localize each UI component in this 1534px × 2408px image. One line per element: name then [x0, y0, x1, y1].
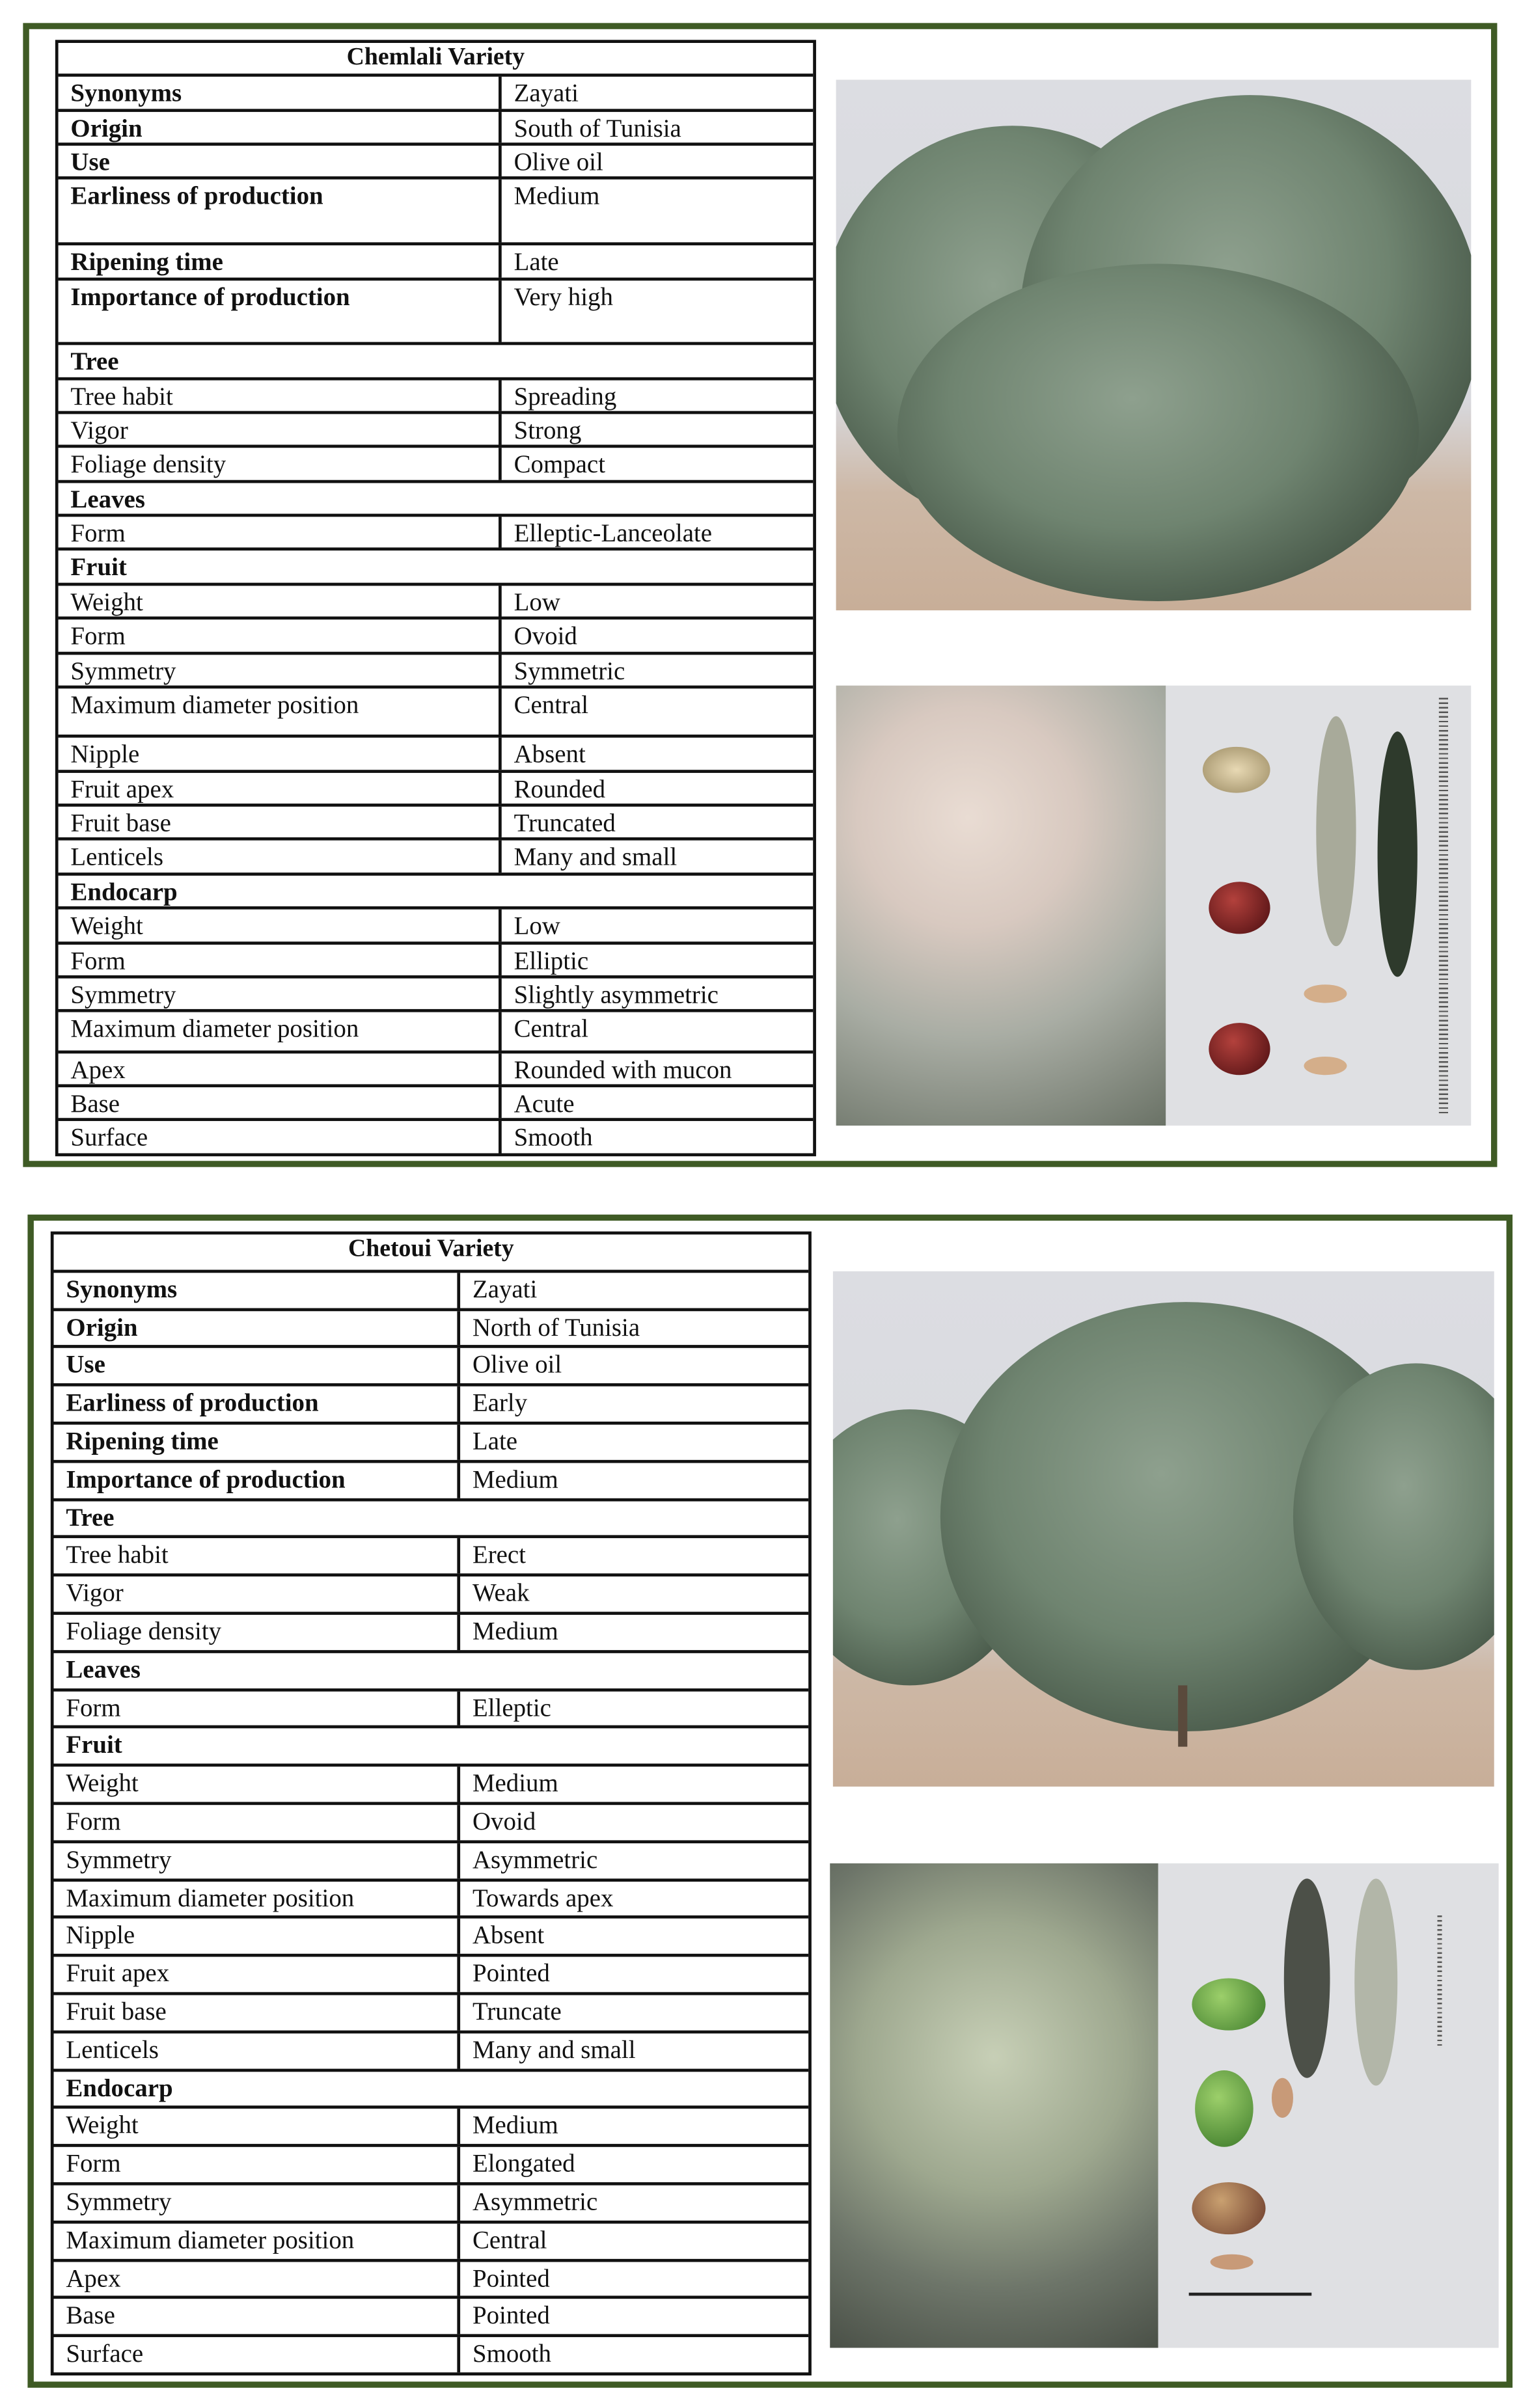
- row-value: Many and small: [472, 2035, 636, 2064]
- table-row: [53, 1387, 808, 1424]
- row-label: Form: [59, 517, 502, 548]
- table-row: [59, 841, 814, 876]
- row-label: Symmetry: [59, 979, 502, 1010]
- table-row: [53, 1843, 808, 1881]
- table-row: [53, 2109, 808, 2147]
- table-row: [53, 1919, 808, 1956]
- table-row: [53, 1425, 808, 1463]
- table-row: [59, 146, 814, 180]
- row-label: Maximum diameter position: [53, 1881, 460, 1916]
- row-label: Endocarp: [66, 2072, 173, 2102]
- row-value: Slightly asymmetric: [514, 979, 719, 1009]
- row-value: Compact: [514, 450, 606, 480]
- row-label: Weight: [53, 1767, 460, 1802]
- table-row: [59, 910, 814, 944]
- row-label: Symmetry: [59, 654, 502, 685]
- row-value: Late: [514, 247, 559, 277]
- row-label: Origin: [59, 111, 502, 142]
- row-value: Pointed: [472, 1958, 550, 1988]
- row-value: Towards apex: [472, 1882, 614, 1912]
- row-label: Maximum diameter position: [59, 1012, 502, 1050]
- row-label: Weight: [59, 910, 502, 941]
- row-label: Importance of production: [53, 1463, 460, 1498]
- row-label: Form: [59, 620, 502, 651]
- row-label: Leaves: [70, 484, 145, 513]
- row-value: Asymmetric: [472, 2186, 598, 2216]
- section-header-row: [53, 1653, 808, 1690]
- row-value: Absent: [472, 1920, 545, 1950]
- section-header-row: [53, 1501, 808, 1539]
- row-value: Medium: [472, 1768, 558, 1798]
- row-label: Base: [59, 1087, 502, 1118]
- row-label: Form: [53, 1805, 460, 1840]
- row-value: Strong: [514, 415, 582, 445]
- row-value: Smooth: [472, 2338, 552, 2368]
- row-label: Origin: [53, 1310, 460, 1346]
- table-row: [59, 620, 814, 655]
- row-value: Elleptic-Lanceolate: [514, 518, 713, 548]
- chetoui-fruit-leaf-photo: [830, 1863, 1499, 2348]
- row-label: Tree: [70, 347, 119, 377]
- section-header-row: [53, 1729, 808, 1766]
- row-value: Medium: [472, 2111, 558, 2140]
- row-value: South of Tunisia: [514, 113, 681, 142]
- row-label: Weight: [53, 2109, 460, 2144]
- row-value: Ovoid: [472, 1806, 536, 1836]
- row-label: Foliage density: [59, 448, 502, 480]
- table-row: [59, 654, 814, 688]
- table-row: [53, 2261, 808, 2299]
- table-row: [59, 1087, 814, 1122]
- row-label: Fruit: [66, 1730, 122, 1760]
- row-value: Elliptic: [514, 945, 589, 975]
- row-value: Rounded: [514, 774, 606, 804]
- row-value: Smooth: [514, 1123, 593, 1153]
- row-label: Leaves: [66, 1654, 141, 1684]
- row-label: Use: [59, 146, 502, 177]
- row-label: Vigor: [59, 414, 502, 445]
- table-row: [59, 77, 814, 112]
- table-title: Chetoui Variety: [53, 1234, 808, 1272]
- row-label: Earliness of production: [59, 180, 502, 243]
- row-label: Maximum diameter position: [53, 2223, 460, 2258]
- row-value: Rounded with mucon: [514, 1054, 732, 1084]
- row-label: Vigor: [53, 1576, 460, 1612]
- row-label: Base: [53, 2299, 460, 2334]
- row-value: Low: [514, 587, 560, 616]
- table-row: [53, 1691, 808, 1729]
- table-row: [53, 1273, 808, 1310]
- row-label: Tree habit: [53, 1539, 460, 1574]
- row-value: Elleptic: [472, 1692, 551, 1722]
- row-label: Symmetry: [53, 1843, 460, 1878]
- row-value: Medium: [472, 1616, 558, 1645]
- row-label: Foliage density: [53, 1615, 460, 1650]
- chemlali-fruit-leaf-photo: [836, 686, 1472, 1126]
- row-value: North of Tunisia: [472, 1312, 640, 1342]
- table-row: [53, 2147, 808, 2185]
- table-row: [59, 1053, 814, 1088]
- table-row: [59, 414, 814, 448]
- table-row: [53, 1805, 808, 1843]
- row-value: Absent: [514, 740, 586, 769]
- row-value: Weak: [472, 1578, 530, 1608]
- row-label: Endocarp: [70, 876, 178, 906]
- table-row: [53, 1463, 808, 1500]
- row-value: Elongated: [472, 2148, 575, 2178]
- section-header-row: [53, 2071, 808, 2109]
- row-label: Surface: [53, 2337, 460, 2372]
- section-header-row: [59, 875, 814, 910]
- row-label: Fruit: [70, 552, 127, 582]
- chetoui-table: [51, 1232, 812, 2375]
- row-label: Earliness of production: [53, 1387, 460, 1422]
- table-row: [59, 246, 814, 280]
- table-row: [53, 1995, 808, 2033]
- row-label: Apex: [53, 2261, 460, 2296]
- table-row: [59, 280, 814, 345]
- row-label: Nipple: [53, 1919, 460, 1954]
- table-title: Chemlali Variety: [59, 43, 814, 77]
- row-value: Late: [472, 1426, 518, 1455]
- chetoui-panel: [27, 1215, 1513, 2388]
- table-row: [59, 380, 814, 414]
- row-value: Truncate: [472, 1996, 562, 2026]
- row-label: Fruit apex: [53, 1957, 460, 1992]
- row-label: Nipple: [59, 738, 502, 770]
- row-label: Symmetry: [53, 2185, 460, 2221]
- row-value: Low: [514, 911, 560, 941]
- table-row: [53, 1310, 808, 1348]
- row-label: Maximum diameter position: [59, 688, 502, 735]
- row-value: Spreading: [514, 381, 617, 411]
- row-label: Synonyms: [53, 1273, 460, 1308]
- row-value: Asymmetric: [472, 1844, 598, 1874]
- row-label: Use: [53, 1349, 460, 1384]
- row-label: Lenticels: [53, 2033, 460, 2068]
- section-header-row: [59, 551, 814, 586]
- table-row: [59, 111, 814, 146]
- table-row: [59, 688, 814, 738]
- row-label: Form: [53, 1691, 460, 1726]
- row-value: Symmetric: [514, 655, 625, 685]
- row-value: Very high: [514, 281, 613, 311]
- table-row: [59, 586, 814, 620]
- row-value: Acute: [514, 1089, 575, 1118]
- row-label: Synonyms: [59, 77, 502, 109]
- table-row: [59, 979, 814, 1013]
- row-label: Ripening time: [59, 246, 502, 277]
- table-row: [53, 1615, 808, 1653]
- row-label: Lenticels: [59, 841, 502, 873]
- table-row: [53, 1576, 808, 1614]
- row-value: Ovoid: [514, 621, 577, 651]
- row-label: Form: [59, 944, 502, 975]
- table-row: [53, 1881, 808, 1919]
- row-value: Central: [514, 690, 589, 720]
- row-label: Apex: [59, 1053, 502, 1085]
- row-value: Pointed: [472, 2301, 550, 2331]
- row-label: Importance of production: [59, 280, 502, 342]
- table-row: [53, 1539, 808, 1576]
- row-value: Olive oil: [472, 1350, 562, 1379]
- table-row: [53, 2223, 808, 2261]
- row-value: Zayati: [472, 1274, 538, 1303]
- table-row: [59, 1122, 814, 1153]
- table-row: [59, 180, 814, 246]
- table-row: [59, 517, 814, 551]
- row-value: Central: [514, 1014, 589, 1044]
- table-row: [53, 2337, 808, 2372]
- chemlali-table: [55, 40, 816, 1156]
- row-label: Fruit apex: [59, 772, 502, 804]
- table-row: [59, 807, 814, 841]
- row-label: Tree: [66, 1502, 115, 1532]
- table-row: [59, 738, 814, 773]
- chemlali-panel: [23, 23, 1497, 1167]
- row-value: Zayati: [514, 79, 579, 108]
- table-row: [59, 448, 814, 483]
- table-row: [59, 772, 814, 807]
- row-label: Ripening time: [53, 1425, 460, 1460]
- row-label: Fruit base: [53, 1995, 460, 2030]
- table-row: [53, 1957, 808, 1995]
- chetoui-tree-photo: [833, 1271, 1494, 1787]
- section-header-row: [59, 483, 814, 517]
- table-row: [53, 1767, 808, 1805]
- row-value: Medium: [472, 1464, 558, 1494]
- chemlali-tree-photo: [836, 80, 1472, 611]
- row-value: Central: [472, 2225, 547, 2254]
- table-row: [53, 2033, 808, 2071]
- row-value: Early: [472, 1388, 528, 1418]
- row-value: Olive oil: [514, 147, 603, 177]
- section-header-row: [59, 345, 814, 380]
- row-label: Form: [53, 2147, 460, 2182]
- row-value: Truncated: [514, 808, 616, 838]
- row-value: Pointed: [472, 2262, 550, 2292]
- table-row: [53, 1349, 808, 1387]
- table-row: [53, 2185, 808, 2223]
- row-value: Many and small: [514, 843, 678, 872]
- row-value: Erect: [472, 1540, 527, 1570]
- table-row: [53, 2299, 808, 2337]
- row-label: Weight: [59, 586, 502, 617]
- row-label: Tree habit: [59, 380, 502, 411]
- row-label: Surface: [59, 1122, 502, 1153]
- row-label: Fruit base: [59, 807, 502, 838]
- table-row: [59, 944, 814, 979]
- row-value: Medium: [514, 182, 600, 211]
- table-row: [59, 1012, 814, 1053]
